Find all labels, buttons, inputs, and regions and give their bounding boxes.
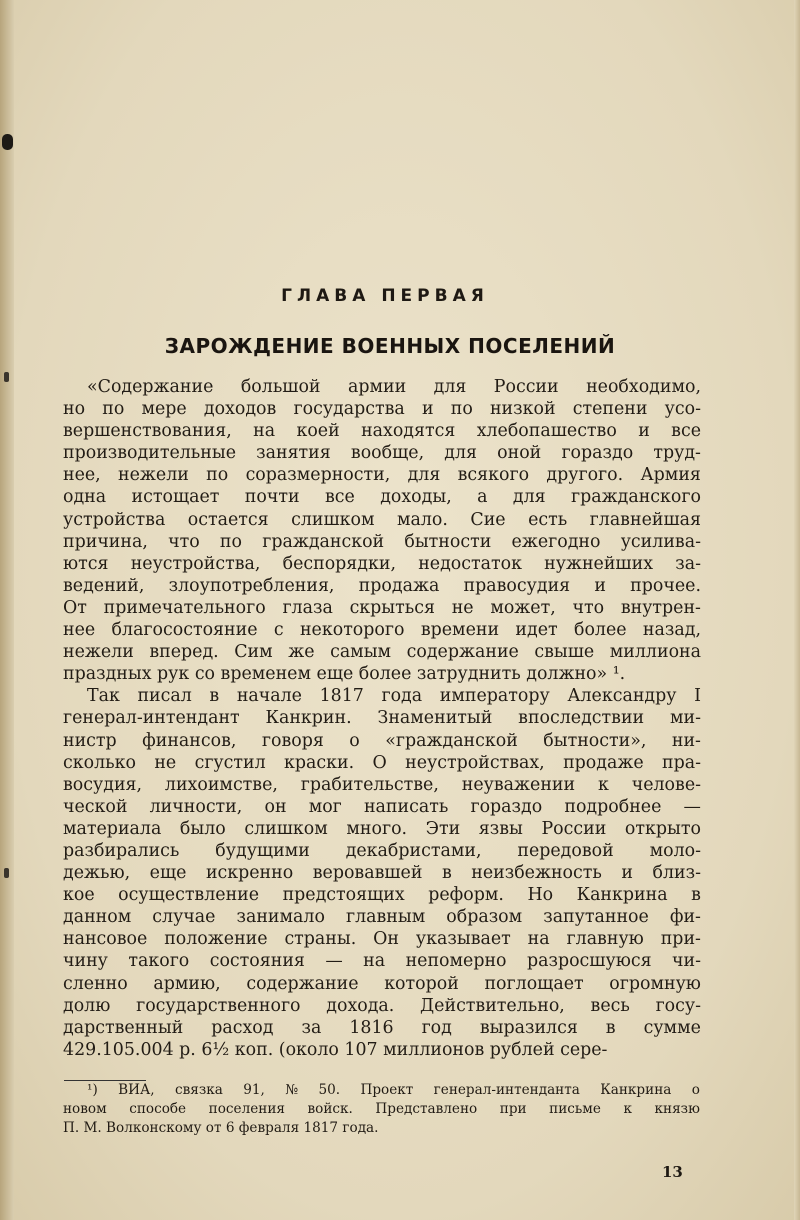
text-line: нее, нежели по соразмерности, для всякого другого. Армия: [63, 465, 701, 486]
text-line: дежью, еще искренно веровавшей в неизбежность и близ-: [63, 863, 701, 884]
text-line: производительные занятия вообще, для оной гораздо труд-: [63, 443, 701, 464]
text-line: данном случае занимало главным образом запутанное фи-: [63, 907, 701, 928]
text-line: праздных рук со временем еще более затруднить должно» ¹.: [63, 664, 626, 685]
page-binding-edge: [0, 0, 14, 1220]
page-number: 13: [662, 1163, 683, 1181]
text-line: Так писал в начале 1817 года императору Александру I: [87, 686, 701, 707]
footnote-line: новом способе поселения войск. Представлено при письме к князю: [63, 1101, 700, 1117]
footnote-line: П. М. Волконскому от 6 февраля 1817 года.: [63, 1120, 379, 1136]
text-line: кое осуществление предстоящих реформ. Но Канкрина в: [63, 885, 701, 906]
body-text: [63, 376, 701, 1061]
footnotes: [63, 1081, 700, 1138]
text-line: чину такого состояния — на непомерно разросшуюся чи-: [63, 951, 701, 972]
text-line: ческой личности, он мог написать гораздо подробнее —: [63, 796, 701, 817]
text-line: сколько не сгустил краски. О неустройствах, продаже пра-: [63, 752, 701, 773]
binding-hole: [2, 134, 13, 150]
text-line: «Содержание большой армии для России необходимо,: [87, 377, 701, 397]
text-line: От примечательного глаза скрыться не может, что внутрен-: [63, 597, 701, 618]
text-line: ведений, злоупотребления, продажа правосудия и прочее.: [63, 575, 701, 596]
text-line: ются неустройства, беспорядки, недостаток нужнейших за-: [63, 553, 701, 574]
text-line: устройства остается слишком мало. Сие есть главнейшая: [63, 509, 701, 530]
text-line: но по мере доходов государства и по низкой степени усо-: [63, 399, 701, 420]
text-line: одна истощает почти все доходы, а для гражданского: [63, 487, 701, 508]
text-line: нансовое положение страны. Он указывает на главную при-: [63, 929, 701, 950]
text-line: восудия, лихоимстве, грабительстве, неуважении к челове-: [63, 774, 701, 795]
text-line: сленно армию, содержание которой поглощает огромную: [63, 973, 701, 994]
text-line: нежели вперед. Сим же самым содержание свыше миллиона: [63, 642, 701, 663]
margin-mark: [4, 868, 9, 878]
chapter-title: ЗАРОЖДЕНИЕ ВОЕННЫХ ПОСЕЛЕНИЙ: [164, 334, 616, 358]
chapter-label: ГЛАВА ПЕРВАЯ: [281, 286, 489, 306]
text-line: материала было слишком много. Эти язвы России открыто: [63, 818, 701, 839]
text-line: генерал-интендант Канкрин. Знаменитый впоследствии ми-: [63, 708, 701, 729]
text-line: дарственный расход за 1816 год выразился в сумме: [63, 1017, 701, 1038]
text-line: 429.105.004 р. 6½ коп. (около 107 миллионов рублей сере-: [63, 1039, 608, 1060]
text-line: долю государственного дохода. Действительно, весь госу-: [63, 995, 701, 1016]
text-line: вершенствования, на коей находятся хлебопашество и все: [63, 421, 701, 442]
text-line: разбирались будущими декабристами, передовой моло-: [63, 840, 701, 861]
text-line: нее благосостояние с некоторого времени идет более назад,: [63, 620, 701, 641]
text-line: нистр финансов, говоря о «гражданской бытности», ни-: [63, 730, 701, 751]
footnote-line: ¹) ВИА, связка 91, № 50. Проект генерал-интенданта Канкрина о: [87, 1082, 700, 1098]
text-line: причина, что по гражданской бытности ежегодно усилива-: [63, 531, 701, 552]
margin-mark: [4, 372, 9, 382]
page-right-edge: [794, 0, 800, 1220]
